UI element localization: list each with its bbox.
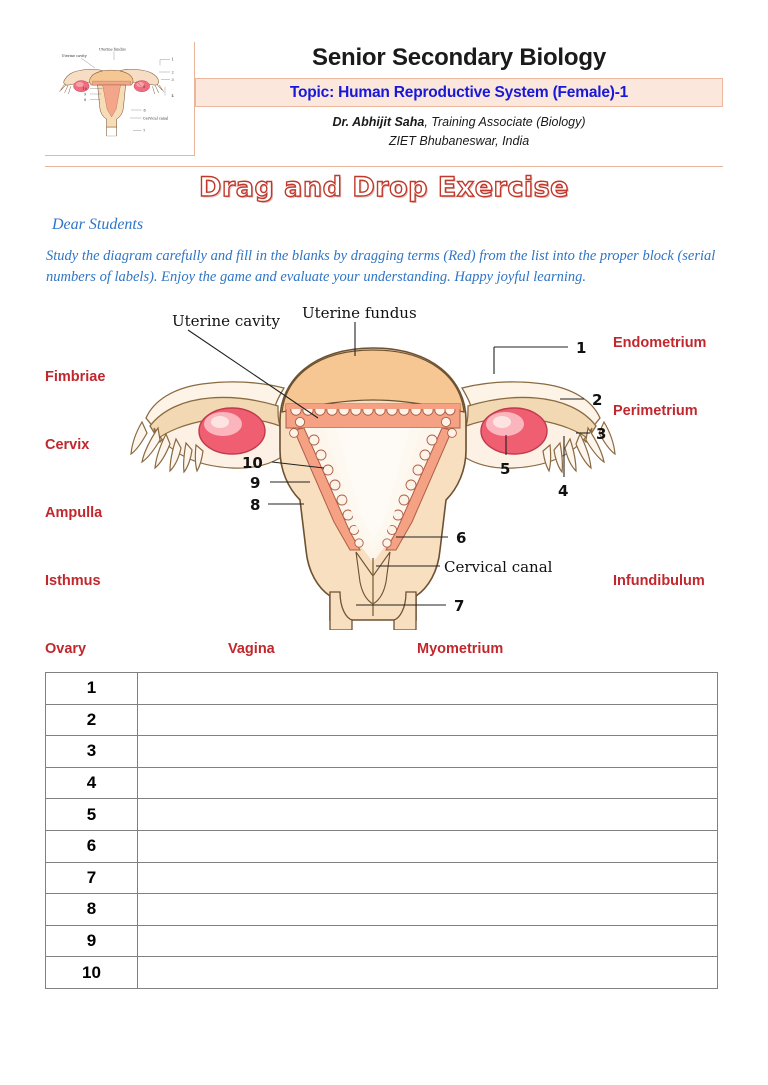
table-row[interactable] — [46, 862, 718, 894]
topic-title: Topic: Human Reproductive System (Female)-1 — [289, 83, 629, 101]
diagram-number-3: 3 — [596, 425, 607, 443]
svg-text:3: 3 — [171, 78, 174, 82]
page-title: Senior Secondary Biology — [312, 44, 606, 71]
page-header — [45, 42, 723, 166]
header-thumbnail-image — [45, 42, 195, 156]
diagram-area — [0, 300, 768, 640]
term-ampulla[interactable]: Ampulla — [45, 505, 103, 521]
table-row[interactable] — [46, 736, 718, 768]
term-myometrium[interactable]: Myometrium — [417, 641, 504, 657]
term-endometrium[interactable]: Endometrium — [613, 335, 707, 351]
uterus-anatomical-diagram — [128, 300, 618, 630]
diagram-number-4: 4 — [558, 482, 569, 500]
drop-zone-7[interactable] — [138, 862, 718, 894]
drop-zone-1[interactable] — [138, 673, 718, 705]
svg-text:1: 1 — [171, 57, 174, 62]
table-row[interactable] — [46, 894, 718, 926]
svg-text:2: 2 — [171, 70, 174, 75]
table-row[interactable] — [46, 830, 718, 862]
diagram-label-uterine-fundus: Uterine fundus — [302, 304, 417, 322]
uterus-thumbnail-icon — [45, 42, 195, 156]
drop-zone-3[interactable] — [138, 736, 718, 768]
svg-text:7: 7 — [143, 129, 146, 133]
table-row[interactable] — [46, 799, 718, 831]
drop-zone-9[interactable] — [138, 925, 718, 957]
drop-zone-10[interactable] — [138, 957, 718, 989]
row-number: 8 — [46, 894, 138, 926]
table-row[interactable] — [46, 925, 718, 957]
row-number: 4 — [46, 767, 138, 799]
row-number: 2 — [46, 704, 138, 736]
table-row[interactable] — [46, 767, 718, 799]
author-affiliation: ZIET Bhubaneswar, India — [388, 134, 530, 148]
author-block — [195, 107, 723, 151]
row-number: 5 — [46, 799, 138, 831]
header-text-block — [195, 42, 723, 166]
svg-text:8: 8 — [84, 98, 87, 102]
svg-text:Uterine fundus: Uterine fundus — [99, 47, 126, 52]
answer-table — [45, 672, 718, 989]
row-number: 6 — [46, 830, 138, 862]
svg-text:9: 9 — [84, 92, 87, 97]
row-number: 1 — [46, 673, 138, 705]
diagram-number-1: 1 — [576, 339, 587, 357]
term-infundibulum[interactable]: Infundibulum — [613, 573, 705, 589]
author-name: Dr. Abhijit Saha — [332, 115, 425, 129]
drop-zone-5[interactable] — [138, 799, 718, 831]
diagram-number-5: 5 — [500, 460, 511, 478]
row-number: 10 — [46, 957, 138, 989]
topic-banner — [195, 78, 723, 107]
svg-text:6: 6 — [143, 108, 146, 113]
exercise-title: Drag and Drop Exercise — [199, 172, 569, 203]
diagram-number-9: 9 — [250, 474, 261, 492]
table-row[interactable] — [46, 673, 718, 705]
instructions-text: Study the diagram carefully and fill in the blanks by dragging terms (Red) from the list into the proper block (serial numbers of labels). Enjoy the game and evaluate your understanding. Happy joyful learning. — [46, 248, 716, 285]
diagram-number-7: 7 — [454, 597, 465, 615]
term-cervix[interactable]: Cervix — [45, 437, 90, 453]
diagram-number-6: 6 — [456, 529, 467, 547]
terms-bottom-row — [0, 641, 768, 663]
drop-zone-4[interactable] — [138, 767, 718, 799]
header-divider — [45, 166, 723, 167]
term-isthmus[interactable]: Isthmus — [45, 573, 101, 589]
svg-text:10: 10 — [82, 87, 87, 91]
row-number: 9 — [46, 925, 138, 957]
table-row[interactable] — [46, 957, 718, 989]
diagram-number-8: 8 — [250, 496, 261, 514]
diagram-label-uterine-cavity: Uterine cavity — [172, 312, 280, 330]
diagram-label-cervical-canal: Cervical canal — [444, 558, 553, 576]
term-perimetrium[interactable]: Perimetrium — [613, 403, 698, 419]
greeting-text: Dear Students — [52, 216, 144, 233]
row-number: 3 — [46, 736, 138, 768]
svg-text:4: 4 — [171, 94, 174, 98]
drop-zone-6[interactable] — [138, 830, 718, 862]
svg-text:5: 5 — [143, 85, 146, 89]
author-credit — [195, 113, 723, 132]
svg-text:Cervical canal: Cervical canal — [143, 116, 169, 121]
term-vagina[interactable]: Vagina — [228, 641, 275, 657]
diagram-number-10: 10 — [242, 454, 263, 472]
term-ovary[interactable]: Ovary — [45, 641, 87, 657]
row-number: 7 — [46, 862, 138, 894]
drop-zone-2[interactable] — [138, 704, 718, 736]
diagram-number-2: 2 — [592, 391, 603, 409]
svg-text:Uterine cavity: Uterine cavity — [61, 54, 87, 58]
drop-zone-8[interactable] — [138, 894, 718, 926]
table-row[interactable] — [46, 704, 718, 736]
answer-table-body — [46, 673, 718, 989]
term-fimbriae[interactable]: Fimbriae — [45, 369, 106, 385]
author-role: , Training Associate (Biology) — [424, 115, 586, 129]
